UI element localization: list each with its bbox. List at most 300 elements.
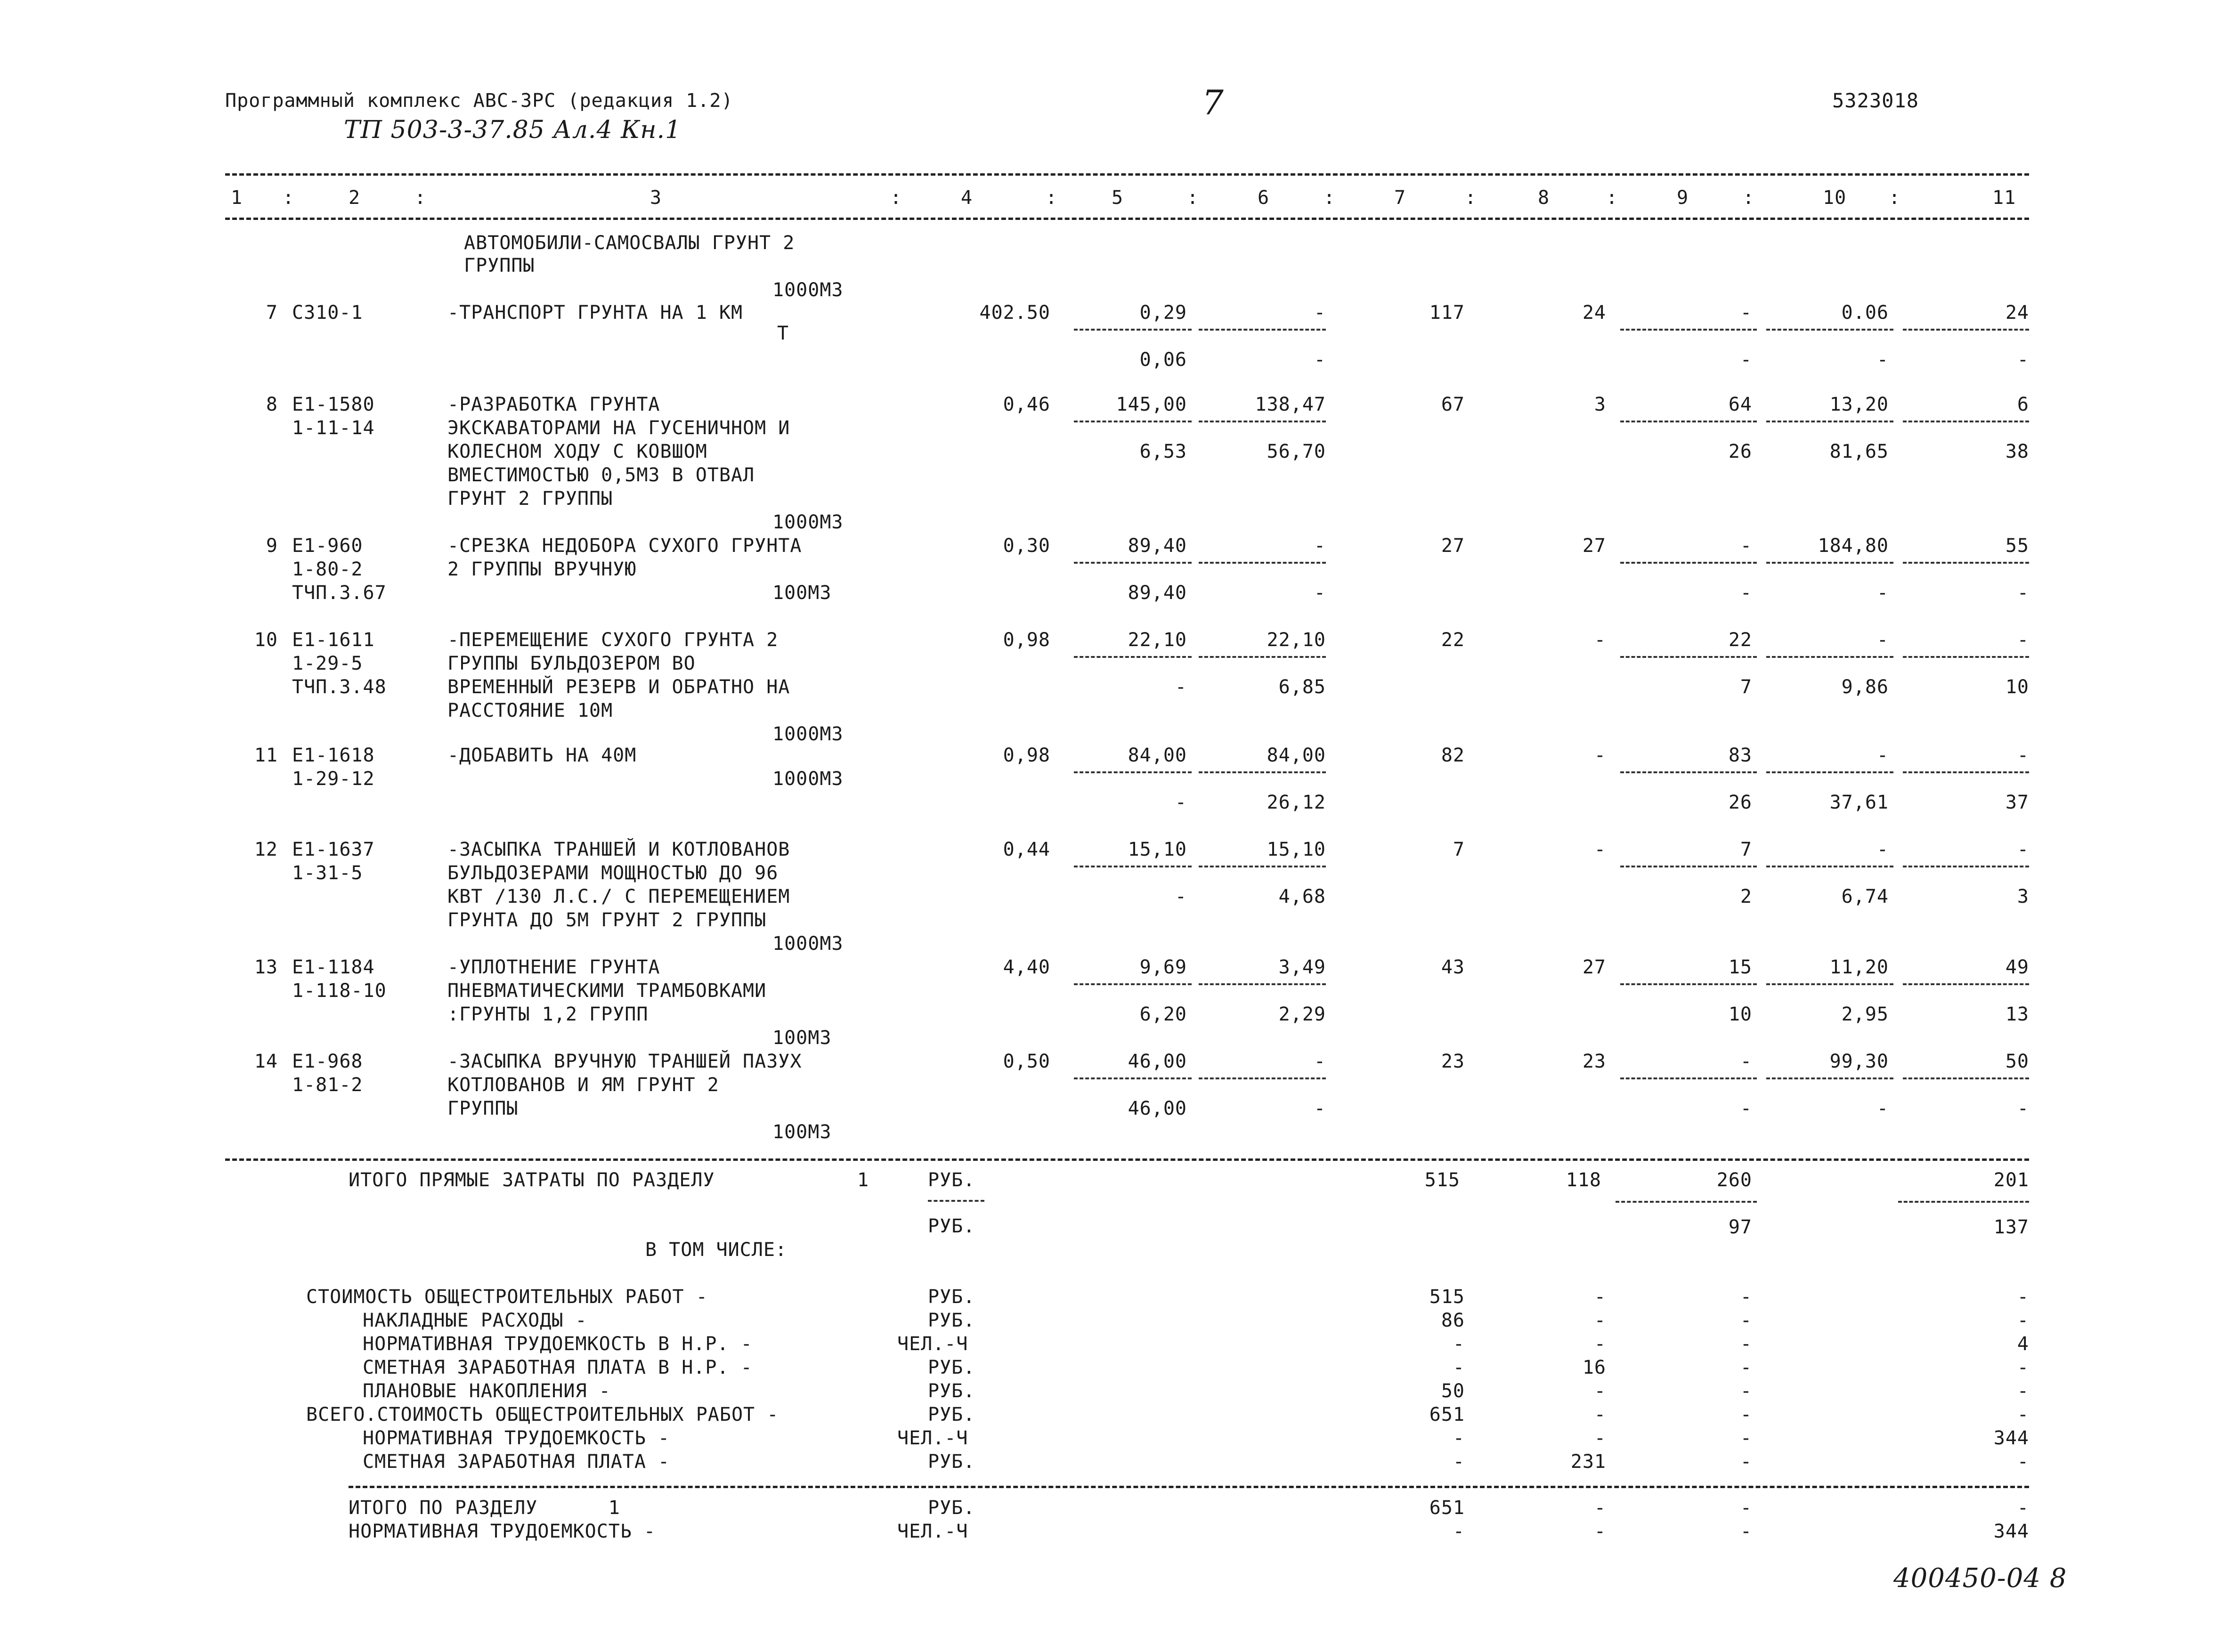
col9-top: - [1740, 302, 1752, 324]
rate-code: С310-1 [292, 302, 363, 324]
col9-divider [1620, 656, 1757, 658]
row-number: 9 [266, 535, 278, 557]
breakdown-unit: РУБ. [928, 1380, 975, 1402]
col6-divider [1199, 866, 1326, 867]
work-description: КОЛЕСНОМ ХОДУ С КОВШОМ [447, 441, 707, 462]
column-header-4: 4 [961, 187, 973, 209]
unit-label: 1000М3 [772, 511, 844, 533]
breakdown-c7: 651 [1429, 1404, 1465, 1425]
col9-divider [1620, 983, 1757, 985]
col6-top: 22,10 [1267, 629, 1326, 651]
col9-divider [1620, 771, 1757, 773]
col6-top: 138,47 [1255, 394, 1326, 415]
col10-bottom: 2,95 [1841, 1004, 1889, 1025]
col8-value: - [1594, 839, 1606, 860]
breakdown-c7: - [1453, 1333, 1465, 1355]
row-number: 14 [254, 1051, 278, 1072]
section-total-c8: - [1594, 1497, 1606, 1519]
col5-divider [1074, 866, 1192, 867]
col10-top: 13,20 [1829, 394, 1889, 415]
col5-bottom: 6,20 [1139, 1004, 1187, 1025]
col10-top: 11,20 [1829, 956, 1889, 978]
breakdown-c8: - [1594, 1310, 1606, 1331]
breakdown-c9: - [1740, 1310, 1752, 1331]
breakdown-c7: 515 [1429, 1286, 1465, 1308]
row-number: 8 [266, 394, 278, 415]
col7-value: 43 [1441, 956, 1465, 978]
col10-divider [1766, 562, 1893, 564]
col9-bottom: 26 [1728, 441, 1752, 462]
section-total-label: НОРМАТИВНАЯ ТРУДОЕМКОСТЬ - [349, 1521, 656, 1542]
col6-divider [1199, 771, 1326, 773]
col11-top: 49 [2005, 956, 2029, 978]
total-c7: 515 [1424, 1169, 1460, 1191]
column-header-2: 2 [349, 187, 361, 209]
breakdown-c7: - [1453, 1427, 1465, 1449]
col9-top: 83 [1728, 745, 1752, 766]
col6-divider [1199, 1077, 1326, 1079]
quantity: 0,46 [1003, 394, 1050, 415]
breakdown-unit: ЧЕЛ.-Ч [897, 1333, 968, 1355]
col5-top: 15,10 [1128, 839, 1187, 860]
work-description: РАССТОЯНИЕ 10М [447, 700, 613, 721]
col10-top: 184,80 [1818, 535, 1889, 557]
unit-label: 1000М3 [772, 933, 844, 955]
col6-bottom: - [1314, 1098, 1326, 1119]
quantity: 0,98 [1003, 745, 1050, 766]
col6-divider [1199, 329, 1326, 331]
breakdown-c9: - [1740, 1357, 1752, 1378]
col6-bottom: 4,68 [1278, 886, 1326, 907]
section-total-unit: ЧЕЛ.-Ч [897, 1521, 968, 1542]
breakdown-label: СМЕТНАЯ ЗАРАБОТНАЯ ПЛАТА - [363, 1451, 670, 1473]
header-rule-bottom [225, 218, 2029, 220]
col10-divider [1766, 983, 1893, 985]
col5-top: 22,10 [1128, 629, 1187, 651]
work-description: КОТЛОВАНОВ И ЯМ ГРУНТ 2 [447, 1074, 719, 1096]
work-description: ЭКСКАВАТОРАМИ НА ГУСЕНИЧНОМ И [447, 417, 790, 439]
total-c8: 118 [1566, 1169, 1601, 1191]
work-description: ГРУНТА ДО 5М ГРУНТ 2 ГРУППЫ [447, 909, 767, 931]
quantity: 0,30 [1003, 535, 1050, 557]
col10-divider [1766, 771, 1893, 773]
section-total-label: ИТОГО ПО РАЗДЕЛУ 1 [349, 1497, 620, 1519]
col10-top: 99,30 [1829, 1051, 1889, 1072]
breakdown-c8: 231 [1570, 1451, 1606, 1473]
footer-stamp: 400450-04 8 [1893, 1563, 2067, 1594]
col11-divider [1903, 983, 2029, 985]
breakdown-label: ПЛАНОВЫЕ НАКОПЛЕНИЯ - [363, 1380, 611, 1402]
direct-costs-unit: РУБ. [928, 1169, 975, 1191]
col6-top: - [1314, 302, 1326, 324]
col5-divider [1074, 421, 1192, 422]
col5-bottom: 0,06 [1139, 349, 1187, 371]
col8-value: 3 [1594, 394, 1606, 415]
col5-divider [1074, 562, 1192, 564]
column-header-6: 6 [1258, 187, 1270, 209]
work-description: -ЗАСЫПКА ВРУЧНУЮ ТРАНШЕЙ ПАЗУХ [447, 1051, 802, 1072]
col8-value: 27 [1582, 535, 1606, 557]
rate-code: 1-81-2 [292, 1074, 363, 1096]
breakdown-c9: - [1740, 1404, 1752, 1425]
col5-top: 89,40 [1128, 535, 1187, 557]
col9-divider [1620, 329, 1757, 331]
rate-code: 1-29-12 [292, 768, 375, 790]
col5-bottom: - [1175, 792, 1187, 813]
col6-top: 84,00 [1267, 745, 1326, 766]
unit-label: 100М3 [772, 582, 832, 604]
column-header-11: 11 [1992, 187, 2016, 209]
breakdown-c7: - [1453, 1357, 1465, 1378]
breakdown-unit: РУБ. [928, 1451, 975, 1473]
rate-code: ТЧП.3.48 [292, 676, 387, 698]
col7-value: 7 [1453, 839, 1465, 860]
quantity: 0,44 [1003, 839, 1050, 860]
section-total-c7: - [1453, 1521, 1465, 1542]
col6-bottom: 2,29 [1278, 1004, 1326, 1025]
col5-top: 46,00 [1128, 1051, 1187, 1072]
col6-divider [1199, 421, 1326, 422]
col10-bottom: 81,65 [1829, 441, 1889, 462]
work-description: :ГРУНТЫ 1,2 ГРУПП [447, 1004, 649, 1025]
row-number: 10 [254, 629, 278, 651]
col11-divider [1903, 866, 2029, 867]
rate-code: Е1-1184 [292, 956, 375, 978]
col6-divider [1199, 562, 1326, 564]
col9-top: 15 [1728, 956, 1752, 978]
breakdown-unit: РУБ. [928, 1310, 975, 1331]
breakdown-c11: - [2017, 1451, 2029, 1473]
column-separator: : [283, 187, 295, 209]
work-description: ГРУППЫ БУЛЬДОЗЕРОМ ВО [447, 653, 696, 674]
work-description: ВРЕМЕННЫЙ РЕЗЕРВ И ОБРАТНО НА [447, 676, 790, 698]
rate-code: 1-118-10 [292, 980, 387, 1002]
total-c11-divider [1898, 1201, 2029, 1203]
col6-divider [1199, 656, 1326, 658]
row-number: 7 [266, 302, 278, 324]
section-total-c11: 344 [1993, 1521, 2029, 1542]
col11-top: 24 [2005, 302, 2029, 324]
column-separator: : [890, 187, 902, 209]
project-reference: ТП 503-3-37.85 Ал.4 Кн.1 [344, 116, 682, 144]
col5-divider [1074, 656, 1192, 658]
breakdown-c11: - [2017, 1310, 2029, 1331]
rate-code: Е1-1637 [292, 839, 375, 860]
col11-bottom: 38 [2005, 441, 2029, 462]
col11-top: 50 [2005, 1051, 2029, 1072]
col5-top: 145,00 [1116, 394, 1187, 415]
breakdown-c9: - [1740, 1451, 1752, 1473]
col10-bottom: - [1876, 1098, 1889, 1119]
col9-top: - [1740, 1051, 1752, 1072]
col9-bottom: - [1740, 349, 1752, 371]
col9-bottom: 26 [1728, 792, 1752, 813]
col7-value: 67 [1441, 394, 1465, 415]
col6-top: - [1314, 535, 1326, 557]
col5-bottom: 6,53 [1139, 441, 1187, 462]
quantity: 0,98 [1003, 629, 1050, 651]
col8-value: 24 [1582, 302, 1606, 324]
total-c9-top: 260 [1716, 1169, 1752, 1191]
col11-divider [1903, 329, 2029, 331]
col8-value: 23 [1582, 1051, 1606, 1072]
col7-value: 23 [1441, 1051, 1465, 1072]
col5-top: 84,00 [1128, 745, 1187, 766]
work-description: -СРЕЗКА НЕДОБОРА СУХОГО ГРУНТА [447, 535, 802, 557]
col6-bottom: - [1314, 582, 1326, 604]
breakdown-c7: 86 [1441, 1310, 1465, 1331]
breakdown-c7: 50 [1441, 1380, 1465, 1402]
col5-divider [1074, 1077, 1192, 1079]
col9-bottom: 10 [1728, 1004, 1752, 1025]
col9-divider [1620, 1077, 1757, 1079]
rate-code: Е1-1580 [292, 394, 375, 415]
col11-bottom: 10 [2005, 676, 2029, 698]
col5-bottom: 89,40 [1128, 582, 1187, 604]
col6-bottom: 56,70 [1267, 441, 1326, 462]
col10-top: - [1876, 745, 1889, 766]
breakdown-label: СТОИМОСТЬ ОБЩЕСТРОИТЕЛЬНЫХ РАБОТ - [306, 1286, 708, 1308]
col10-divider [1766, 656, 1893, 658]
breakdown-c11: - [2017, 1286, 2029, 1308]
including-label: В ТОМ ЧИСЛЕ: [645, 1239, 787, 1261]
col10-divider [1766, 329, 1893, 331]
column-header-9: 9 [1677, 187, 1689, 209]
col5-divider [1074, 771, 1192, 773]
direct-costs-section: 1 [857, 1169, 869, 1191]
breakdown-label: СМЕТНАЯ ЗАРАБОТНАЯ ПЛАТА В Н.Р. - [363, 1357, 753, 1378]
breakdown-c8: - [1594, 1333, 1606, 1355]
breakdown-c8: - [1594, 1404, 1606, 1425]
col11-bottom: 13 [2005, 1004, 2029, 1025]
work-description: -ТРАНСПОРТ ГРУНТА НА 1 КМ [447, 302, 743, 324]
breakdown-label: НАКЛАДНЫЕ РАСХОДЫ - [363, 1310, 587, 1331]
breakdown-c11: - [2017, 1380, 2029, 1402]
total-c11-bottom: 137 [1993, 1216, 2029, 1238]
col6-bottom: 26,12 [1267, 792, 1326, 813]
column-separator: : [1889, 187, 1901, 209]
column-separator: : [1046, 187, 1058, 209]
breakdown-c8: - [1594, 1427, 1606, 1449]
breakdown-c11: - [2017, 1357, 2029, 1378]
program-title: Программный комплекс АВС-ЗРС (редакция 1.2) [225, 90, 733, 112]
rate-code: 1-11-14 [292, 417, 375, 439]
col11-bottom: 3 [2017, 886, 2029, 907]
col6-bottom: 6,85 [1278, 676, 1326, 698]
work-description: БУЛЬДОЗЕРАМИ МОЩНОСТЬЮ ДО 96 [447, 862, 779, 884]
breakdown-c11: 4 [2017, 1333, 2029, 1355]
work-description: ПНЕВМАТИЧЕСКИМИ ТРАМБОВКАМИ [447, 980, 767, 1002]
col9-bottom: - [1740, 582, 1752, 604]
breakdown-unit: РУБ. [928, 1286, 975, 1308]
breakdown-unit: ЧЕЛ.-Ч [897, 1427, 968, 1449]
unit-label: 100М3 [772, 1027, 832, 1049]
page-number: 7 [1202, 83, 1224, 122]
breakdown-c9: - [1740, 1333, 1752, 1355]
breakdown-label: ВСЕГО.СТОИМОСТЬ ОБЩЕСТРОИТЕЛЬНЫХ РАБОТ - [306, 1404, 779, 1425]
column-separator: : [414, 187, 427, 209]
work-description: ГРУППЫ [447, 1098, 519, 1119]
col6-top: 15,10 [1267, 839, 1326, 860]
col5-bottom: 46,00 [1128, 1098, 1187, 1119]
work-description: ВМЕСТИМОСТЬЮ 0,5М3 В ОТВАЛ [447, 464, 755, 486]
column-header-7: 7 [1394, 187, 1406, 209]
breakdown-label: НОРМАТИВНАЯ ТРУДОЕМКОСТЬ В Н.Р. - [363, 1333, 753, 1355]
breakdown-c8: - [1594, 1286, 1606, 1308]
col9-top: - [1740, 535, 1752, 557]
quantity: 4,40 [1003, 956, 1050, 978]
col10-top: 0.06 [1841, 302, 1889, 324]
breakdown-unit: РУБ. [928, 1357, 975, 1378]
quantity: 402.50 [979, 302, 1050, 324]
breakdown-c11: 344 [1993, 1427, 2029, 1449]
col8-value: 27 [1582, 956, 1606, 978]
breakdown-c8: - [1594, 1380, 1606, 1402]
breakdown-c11: - [2017, 1404, 2029, 1425]
col10-divider [1766, 866, 1893, 867]
col10-bottom: 9,86 [1841, 676, 1889, 698]
col9-bottom: - [1740, 1098, 1752, 1119]
row-number: 11 [254, 745, 278, 766]
col11-bottom: 37 [2005, 792, 2029, 813]
col11-top: - [2017, 745, 2029, 766]
col7-value: 27 [1441, 535, 1465, 557]
work-description: 2 ГРУППЫ ВРУЧНУЮ [447, 559, 637, 580]
breakdown-c9: - [1740, 1286, 1752, 1308]
column-header-3: 3 [650, 187, 662, 209]
column-separator: : [1606, 187, 1618, 209]
column-separator: : [1187, 187, 1199, 209]
section-total-c9: - [1740, 1497, 1752, 1519]
col11-bottom: - [2017, 349, 2029, 371]
column-header-5: 5 [1112, 187, 1124, 209]
unit-label: Т [777, 323, 789, 344]
rate-code: ТЧП.3.67 [292, 582, 387, 604]
unit-label: 1000М3 [772, 279, 844, 301]
col9-top: 22 [1728, 629, 1752, 651]
col9-bottom: 2 [1740, 886, 1752, 907]
column-header-8: 8 [1538, 187, 1550, 209]
col5-top: 9,69 [1139, 956, 1187, 978]
col10-divider [1766, 421, 1893, 422]
breakdown-c9: - [1740, 1427, 1752, 1449]
col11-top: 6 [2017, 394, 2029, 415]
work-description: -РАЗРАБОТКА ГРУНТА [447, 394, 660, 415]
rate-code: 1-31-5 [292, 862, 363, 884]
rate-code: Е1-968 [292, 1051, 363, 1072]
breakdown-unit: РУБ. [928, 1404, 975, 1425]
doc-code: 5323018 [1832, 89, 1919, 112]
breakdown-c9: - [1740, 1380, 1752, 1402]
section-total-c11: - [2017, 1497, 2029, 1519]
col7-value: 22 [1441, 629, 1465, 651]
unit-label: 1000М3 [772, 768, 844, 790]
col5-top: 0,29 [1139, 302, 1187, 324]
rate-code: 1-29-5 [292, 653, 363, 674]
col11-top: 55 [2005, 535, 2029, 557]
col10-top: - [1876, 839, 1889, 860]
section-total-unit: РУБ. [928, 1497, 975, 1519]
section-total-rule [349, 1486, 2029, 1488]
continued-desc-line: ГРУППЫ [464, 255, 535, 276]
col11-bottom: - [2017, 1098, 2029, 1119]
breakdown-label: НОРМАТИВНАЯ ТРУДОЕМКОСТЬ - [363, 1427, 670, 1449]
column-separator: : [1743, 187, 1755, 209]
col9-top: 7 [1740, 839, 1752, 860]
col10-bottom: - [1876, 349, 1889, 371]
col8-value: - [1594, 629, 1606, 651]
row-number: 13 [254, 956, 278, 978]
col7-value: 117 [1429, 302, 1465, 324]
section-total-c8: - [1594, 1521, 1606, 1542]
unit-label: 1000М3 [772, 723, 844, 745]
continued-desc-line: АВТОМОБИЛИ-САМОСВАЛЫ ГРУНТ 2 [464, 232, 795, 254]
total-c9-bottom: 97 [1728, 1216, 1752, 1238]
work-description: -ЗАСЫПКА ТРАНШЕЙ И КОТЛОВАНОВ [447, 839, 790, 860]
direct-costs-unit-2: РУБ. [928, 1215, 975, 1237]
column-header-10: 10 [1823, 187, 1847, 209]
work-description: -ПЕРЕМЕЩЕНИЕ СУХОГО ГРУНТА 2 [447, 629, 779, 651]
col11-divider [1903, 771, 2029, 773]
column-separator: : [1324, 187, 1336, 209]
rate-code: Е1-1618 [292, 745, 375, 766]
totals-rule [225, 1158, 2029, 1161]
quantity: 0,50 [1003, 1051, 1050, 1072]
col11-top: - [2017, 629, 2029, 651]
col5-bottom: - [1175, 886, 1187, 907]
col6-divider [1199, 983, 1326, 985]
direct-costs-label: ИТОГО ПРЯМЫЕ ЗАТРАТЫ ПО РАЗДЕЛУ [349, 1169, 715, 1191]
col9-divider [1620, 421, 1757, 422]
col10-top: - [1876, 629, 1889, 651]
col11-divider [1903, 656, 2029, 658]
unit-label: 100М3 [772, 1121, 832, 1143]
total-c9-divider [1616, 1201, 1757, 1203]
col8-value: - [1594, 745, 1606, 766]
col9-top: 64 [1728, 394, 1752, 415]
col6-top: - [1314, 1051, 1326, 1072]
col9-bottom: 7 [1740, 676, 1752, 698]
col10-bottom: - [1876, 582, 1889, 604]
col9-divider [1620, 866, 1757, 867]
col10-bottom: 37,61 [1829, 792, 1889, 813]
col6-bottom: - [1314, 349, 1326, 371]
col11-divider [1903, 562, 2029, 564]
col11-top: - [2017, 839, 2029, 860]
col11-divider [1903, 421, 2029, 422]
col11-divider [1903, 1077, 2029, 1079]
work-description: КВТ /130 Л.С./ С ПЕРЕМЕЩЕНИЕМ [447, 886, 790, 907]
section-total-c9: - [1740, 1521, 1752, 1542]
col10-bottom: 6,74 [1841, 886, 1889, 907]
rate-code: Е1-960 [292, 535, 363, 557]
work-description: -УПЛОТНЕНИЕ ГРУНТА [447, 956, 660, 978]
col11-bottom: - [2017, 582, 2029, 604]
col10-divider [1766, 1077, 1893, 1079]
col5-bottom: - [1175, 676, 1187, 698]
col5-divider [1074, 329, 1192, 331]
column-header-1: 1 [231, 187, 243, 209]
work-description: ГРУНТ 2 ГРУППЫ [447, 488, 613, 510]
breakdown-c8: 16 [1582, 1357, 1606, 1378]
breakdown-c7: - [1453, 1451, 1465, 1473]
column-separator: : [1465, 187, 1477, 209]
header-rule-top [225, 173, 2029, 176]
col7-value: 82 [1441, 745, 1465, 766]
col5-divider [1074, 983, 1192, 985]
col9-divider [1620, 562, 1757, 564]
col6-top: 3,49 [1278, 956, 1326, 978]
